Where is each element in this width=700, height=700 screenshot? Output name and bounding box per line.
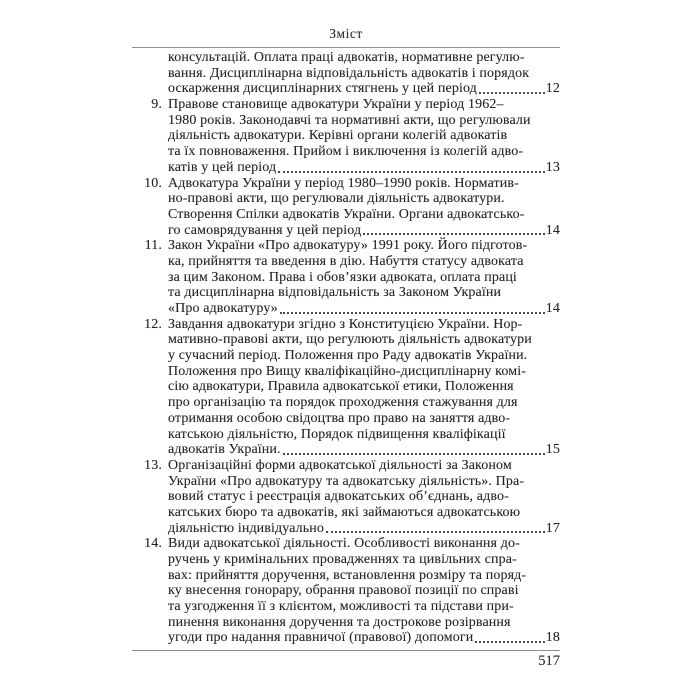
toc-entry-line: Створення Спілки адвокатів України. Органи адвокатсько- bbox=[168, 206, 525, 222]
toc-entry-line: Види адвокатської діяльності. Особливості виконання до- bbox=[168, 536, 520, 552]
toc-entry-number: 10. bbox=[144, 175, 162, 191]
toc-entry-page-ref: 14 bbox=[545, 222, 560, 238]
page-title: Зміст bbox=[329, 26, 363, 41]
dot-leader bbox=[475, 641, 544, 643]
toc-entry-number: 13. bbox=[144, 457, 162, 473]
dot-leader bbox=[326, 531, 545, 533]
header-rule bbox=[132, 47, 560, 48]
toc-entry-line: катських бюро та адвокатів, які займаються адвокатською bbox=[168, 504, 521, 520]
toc-entry-line: катською діяльністю, Порядок підвищення кваліфікації bbox=[168, 426, 506, 442]
toc-entry-tail-line bbox=[168, 301, 560, 317]
toc-entry-line: Завдання адвокатури згідно з Конституцією України. Нор- bbox=[168, 316, 523, 332]
dot-leader bbox=[283, 453, 545, 455]
toc-entry-tail-text: го самоврядування у цей період bbox=[168, 222, 362, 238]
toc-entry-tail-text: катів у цей період bbox=[168, 159, 277, 175]
toc-entry-line: та узгодження її з клієнтом, можливості та підстави при- bbox=[168, 599, 514, 615]
toc-entry-line: ку внесення гонорару, обрання правової позиції по справі bbox=[168, 583, 519, 599]
toc-entry bbox=[132, 536, 560, 646]
toc-entry-line: но-правові акти, що регулювали діяльність адвокатури. bbox=[168, 191, 505, 207]
toc-entry-line: ка, прийняття та введення в дію. Набуття статусу адвоката bbox=[168, 253, 524, 269]
toc-entry-line: Закон України «Про адвокатуру» 1991 року. Його підготов- bbox=[168, 238, 528, 254]
toc-entry-line: у сучасний період. Положення про Раду адвокатів України. bbox=[168, 348, 528, 364]
toc-entry-number: 14. bbox=[144, 536, 162, 552]
toc-entry-tail-text: «Про адвокатуру» bbox=[168, 300, 278, 316]
dot-leader bbox=[278, 171, 545, 173]
toc-entry bbox=[132, 238, 560, 316]
toc-entry bbox=[132, 176, 560, 239]
footer-rule bbox=[132, 650, 560, 651]
toc-entry-page-ref: 13 bbox=[545, 159, 560, 175]
toc-entry-tail-line bbox=[168, 160, 560, 176]
toc-entry-line: консультацій. Оплата праці адвокатів, нормативне регулю- bbox=[168, 50, 525, 65]
toc-entry bbox=[132, 50, 560, 97]
toc-entry-line: Правове становище адвокатури України у період 1962– bbox=[168, 97, 504, 113]
toc-entry-line: Організаційні форми адвокатської діяльності за Законом bbox=[168, 457, 512, 473]
toc-entry-line: діяльність адвокатури. Керівні органи колегій адвокатів bbox=[168, 128, 508, 144]
toc-entry-line: вовий статус і реєстрація адвокатських об’єднань, адво- bbox=[168, 489, 509, 505]
toc-entry bbox=[132, 458, 560, 536]
toc-entry-tail-line bbox=[168, 521, 560, 537]
toc-entry-line: та дисциплінарна відповідальність за Законом України bbox=[168, 285, 502, 301]
dot-leader bbox=[280, 312, 545, 314]
page-number: 517 bbox=[538, 653, 560, 669]
dot-leader bbox=[363, 233, 545, 235]
toc-entry-tail-line bbox=[168, 223, 560, 239]
toc-entry-line: України «Про адвокатуру та адвокатську діяльність». Пра- bbox=[168, 473, 525, 489]
toc-entry-tail-text: оскарження дисциплінарних стягнень у цей період bbox=[168, 81, 477, 97]
toc-entry bbox=[132, 97, 560, 175]
toc-entry-number: 12. bbox=[144, 316, 162, 332]
toc-entry-number: 9. bbox=[151, 97, 162, 113]
toc-entry-line: за цим Законом. Права і обов’язки адвоката, оплата праці bbox=[168, 269, 517, 285]
toc-entry-number: 11. bbox=[144, 238, 162, 254]
toc-entry bbox=[132, 317, 560, 458]
toc-entry-line: отримання особою свідоцтва про право на заняття адво- bbox=[168, 410, 511, 426]
toc-entry-line: 1980 років. Законодавчі та нормативні акти, що регулювали bbox=[168, 112, 531, 128]
toc-entry-page-ref: 17 bbox=[545, 520, 560, 536]
running-head bbox=[132, 26, 560, 41]
toc-entry-line: мативно-правові акти, що регулюють діяльність адвокатури bbox=[168, 332, 532, 348]
toc-entry-line: Положення про Вищу кваліфікаційно-дисциплінарну комі- bbox=[168, 363, 527, 379]
toc-entry-tail-line bbox=[168, 81, 560, 97]
toc-entry-tail-text: діяльністю індивідуально bbox=[168, 520, 325, 536]
toc-entry-page-ref: 15 bbox=[545, 442, 560, 458]
toc-entry-line: та їх повноваження. Прийом і виключення із колегій адво- bbox=[168, 144, 524, 160]
toc-entry-tail-text: угоди про надання правничої (правової) допомоги bbox=[168, 630, 474, 646]
toc-entry-line: вання. Дисциплінарна відповідальність адвокатів і порядок bbox=[168, 65, 530, 81]
toc-list bbox=[132, 50, 560, 646]
dot-leader bbox=[479, 92, 545, 94]
toc-entry-line: ручень у кримінальних провадженнях та цивільних спра- bbox=[168, 552, 517, 567]
toc-entry-line: вах: прийняття доручення, встановлення розміру та поряд- bbox=[168, 567, 527, 583]
toc-entry-tail-line bbox=[168, 630, 560, 646]
toc-entry-page-ref: 14 bbox=[545, 300, 560, 316]
toc-entry-page-ref: 12 bbox=[545, 81, 560, 97]
toc-entry-page-ref: 18 bbox=[545, 630, 560, 646]
toc-entry-line: сію адвокатури, Правила адвокатської етики, Положення bbox=[168, 379, 514, 395]
toc-entry-tail-line bbox=[168, 442, 560, 458]
toc-entry-tail-text: адвокатів України. bbox=[168, 442, 281, 458]
toc-entry-line: про організацію та порядок проходження стажування для bbox=[168, 395, 518, 411]
toc-entry-line: Адвокатура України у період 1980–1990 років. Норматив- bbox=[168, 175, 519, 191]
toc-entry-line: пинення виконання доручення та дострокове розірвання bbox=[168, 614, 511, 630]
